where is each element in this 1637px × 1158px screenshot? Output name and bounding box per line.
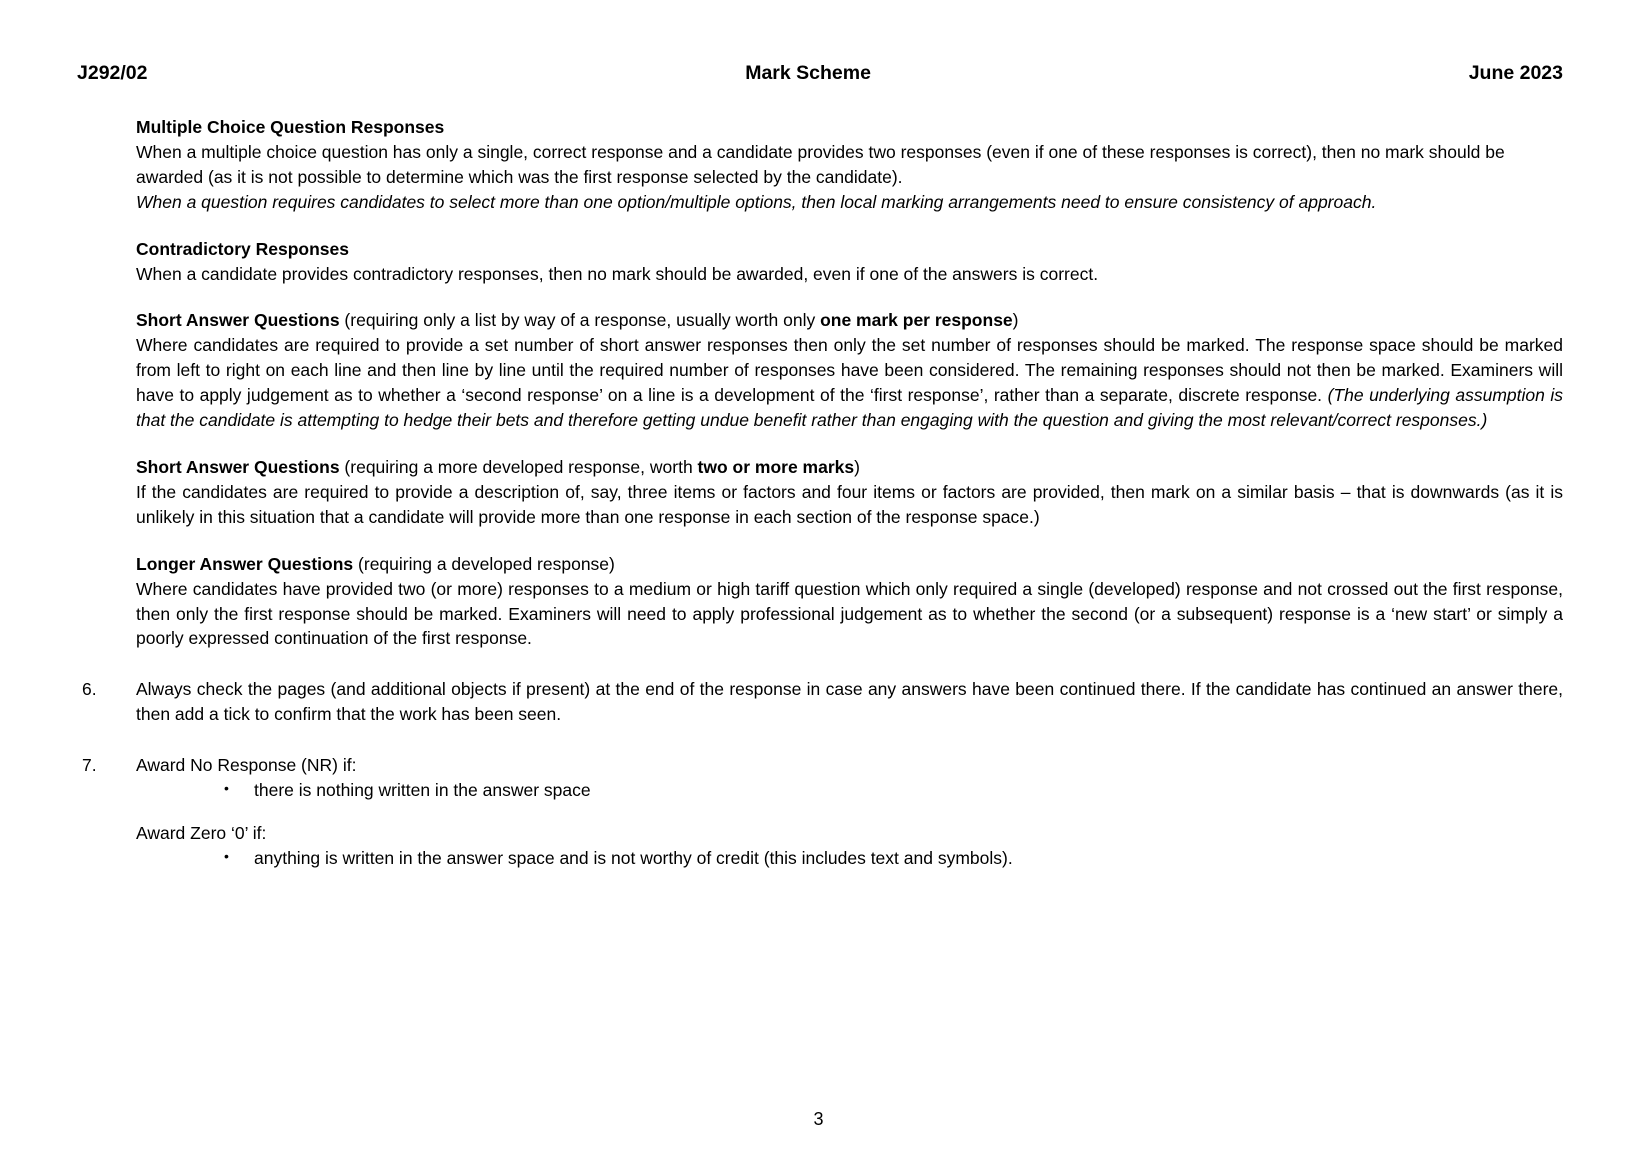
item-content [136,753,1563,871]
header-title: Mark Scheme [745,62,871,84]
item-paragraph-2: Award Zero ‘0’ if: [136,823,267,844]
section-heading: Multiple Choice Question Responses [136,117,445,137]
section-paragraph-text: Where candidates are required to provide a set number of short answer responses then only the set number of responses should be marked. The response space should be marked from left to right on each line and then line by line until the required number of responses have been considered. The remaining responses should not then be marked. Examiners will have to apply judgement as to whether a ‘second response’ on a line is a development of the ‘first response’, rather than a separate, discrete response. [136,335,1563,406]
bullet-list-nr [136,778,1563,803]
section-heading-normal: (requiring a developed response) [353,553,615,574]
item-paragraph: Always check the pages (and additional objects if present) at the end of the response in case any answers have been continued there. If the candidate has continued an answer there, then add a tick to confirm that the work has been seen. [136,679,1563,725]
section-heading [136,308,1563,333]
list-item: • there is nothing written in the answer space [136,778,1563,803]
section-heading-bold: Short Answer Questions [136,457,340,478]
item-number: 7. [82,755,97,776]
section-multiple-choice [136,115,1563,215]
section-heading: Contradictory Responses [136,238,349,259]
section-paragraph: When a candidate provides contradictory responses, then no mark should be awarded, even if one of the answers is correct. [136,263,1099,284]
list-item: • anything is written in the answer space and is not worthy of credit (this includes text and symbols). [136,846,1563,871]
section-heading-normal-2: ) [1012,310,1019,331]
section-paragraph [136,333,1563,433]
section-short-answer-list [136,308,1563,433]
document-body [136,115,1563,651]
item-number: 6. [82,679,97,700]
section-heading [136,455,1563,480]
numbered-item-6 [52,677,1563,727]
section-longer-answer [136,552,1563,652]
page-header [52,62,1585,85]
bullet-list-zero [136,846,1563,871]
section-heading-bold-2: one mark per response [820,310,1013,331]
section-heading-normal: (requiring a more developed response, worth [339,457,698,478]
section-paragraph: If the candidates are required to provide a description of, say, three items or factors and four items or factors are provided, then mark on a similar basis – that is downwards (as it is unlikely in this situation that a candidate will provide more than one response in each section of the response space.) [136,481,1563,527]
section-heading-bold: Longer Answer Questions [136,553,354,574]
section-paragraph-italic: When a question requires candidates to select more than one option/multiple options, then local marking arrangements need to ensure consistency of approach. [136,191,1377,212]
section-heading [136,552,1563,577]
page-number: 3 [813,1109,824,1129]
section-heading-bold-2: two or more marks [697,457,855,478]
section-paragraph-italic: (The underlying assumption is that the candidate is attempting to hedge their bets and therefore getting undue benefit rather than engaging with the question and giving the most relevant/correct responses.) [136,385,1563,431]
item-content [136,677,1563,727]
header-session: June 2023 [1468,62,1563,84]
section-heading-normal: (requiring only a list by way of a response, usually worth only [339,310,821,331]
header-paper-code: J292/02 [77,62,148,84]
section-heading-normal-2: ) [854,457,860,478]
section-paragraph: Where candidates have provided two (or more) responses to a medium or high tariff question which only required a single (developed) response and not crossed out the first response, then only the first response should be marked. Examiners will need to apply professional judgement as to whether the second (or a subsequent) response is a ‘new start’ or simply a poorly expressed continuation of the first response. [136,578,1563,649]
item-paragraph: Award No Response (NR) if: [136,755,357,776]
section-heading-bold: Short Answer Questions [136,310,340,331]
section-short-answer-developed [136,455,1563,530]
spacer [136,803,1563,821]
section-paragraph: When a multiple choice question has only a single, correct response and a candidate provides two responses (even if one of these responses is correct), then no mark should be awarded (as it is not possible to determine which was the first response selected by the candidate). [136,141,1505,187]
numbered-item-7 [52,753,1563,871]
section-contradictory [136,237,1563,287]
